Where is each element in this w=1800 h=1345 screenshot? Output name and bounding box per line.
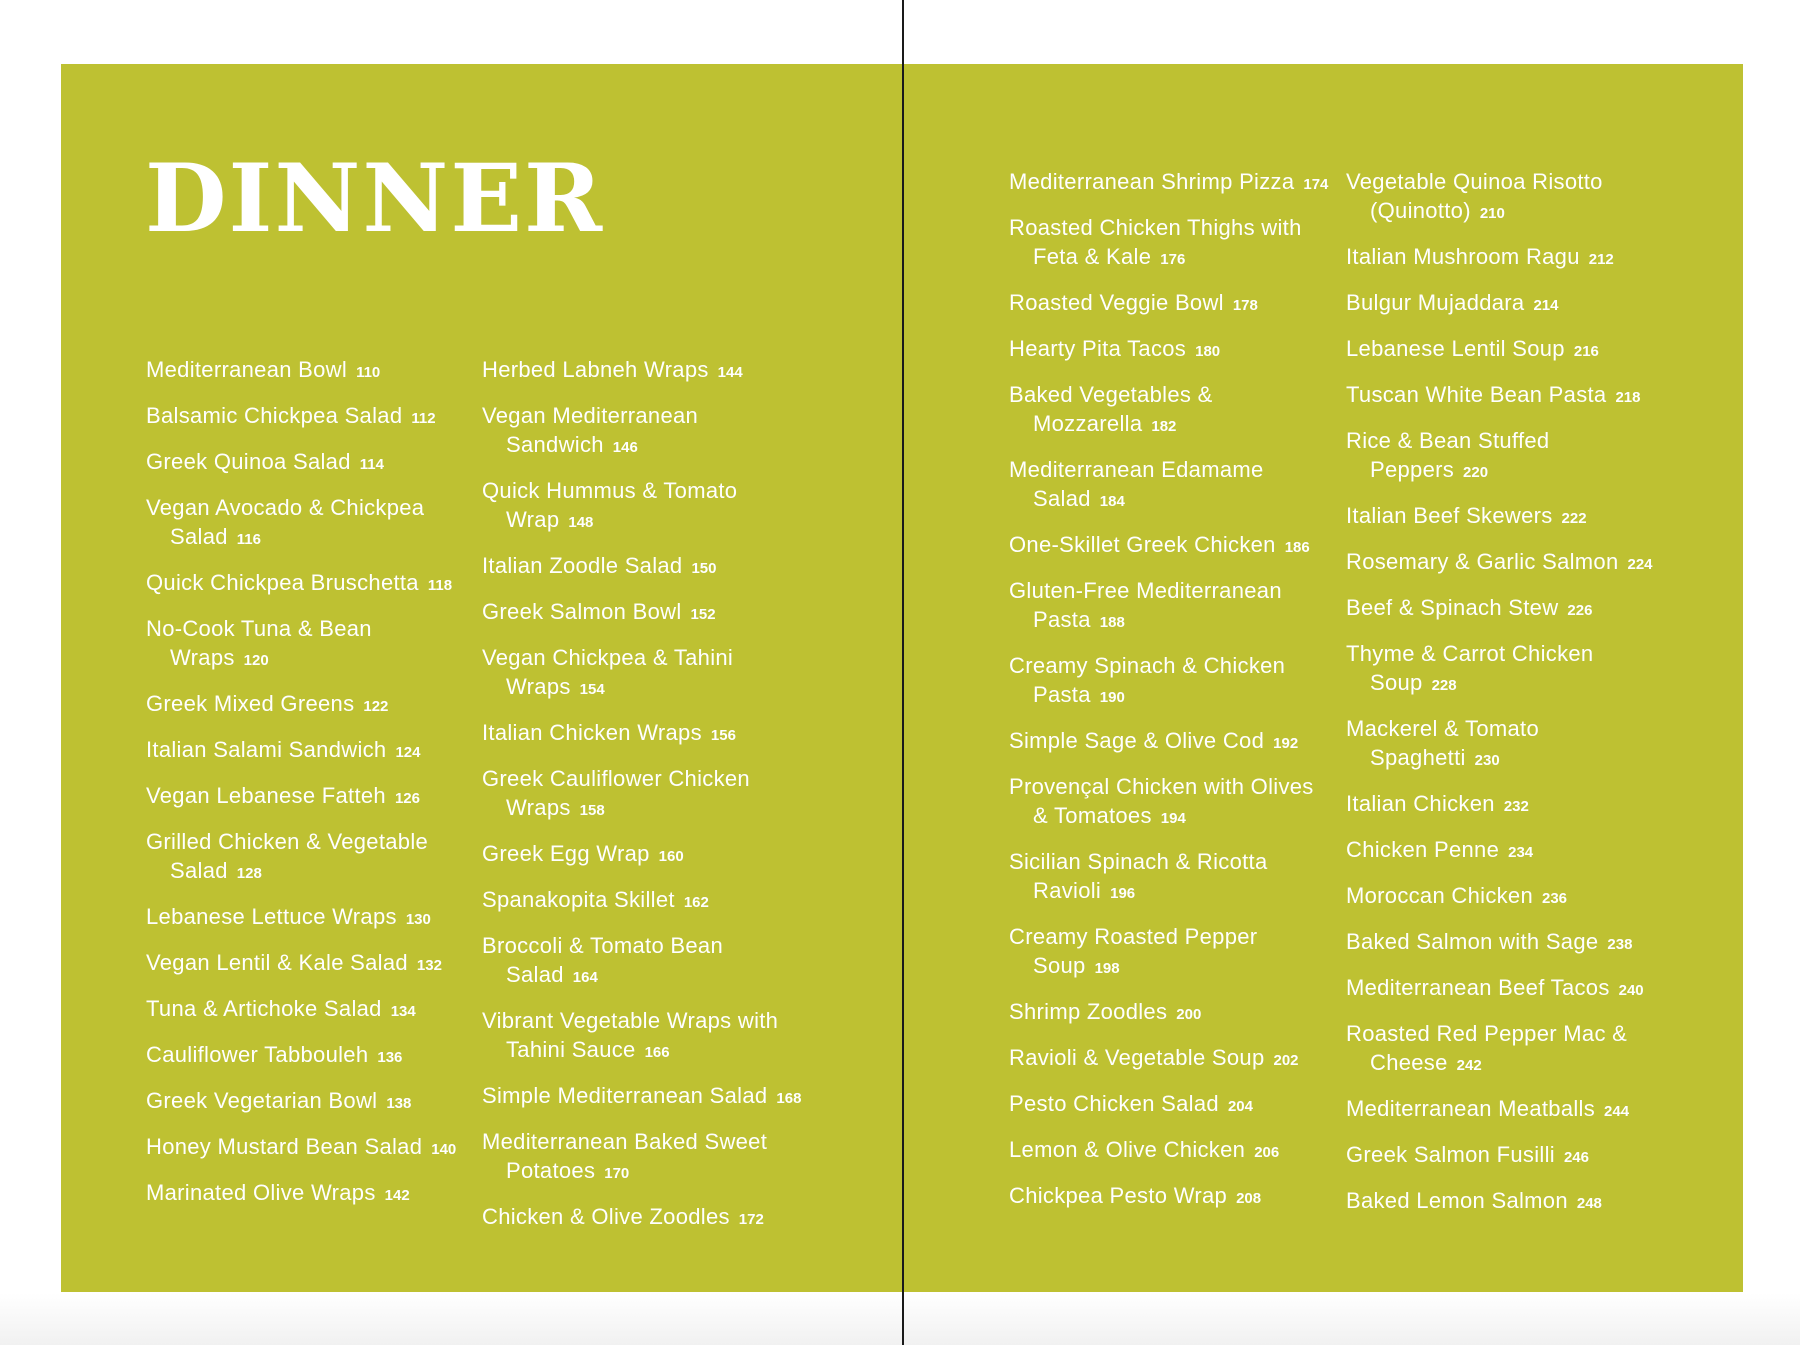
page-number: 220 <box>1463 464 1489 481</box>
page-number: 202 <box>1273 1052 1299 1069</box>
page-number: 170 <box>604 1165 630 1182</box>
recipe-name: Mediterranean Beef Tacos <box>1346 975 1610 1000</box>
recipe-name: Pesto Chicken Salad <box>1009 1091 1219 1116</box>
recipe-name: Mediterranean Bowl <box>146 357 348 382</box>
recipe-name: Simple Sage & Olive Cod <box>1009 728 1265 753</box>
page-number: 212 <box>1588 251 1614 268</box>
page-number: 226 <box>1567 602 1593 619</box>
recipe-name: Roasted Veggie Bowl <box>1009 290 1224 315</box>
recipe-entry <box>1346 380 1666 412</box>
recipe-entry <box>482 718 802 750</box>
recipe-name: Vegan Lebanese Fatteh <box>146 783 386 808</box>
recipe-name: Vegan Mediterranean Sandwich <box>482 403 699 457</box>
page-number: 184 <box>1099 493 1125 510</box>
recipe-name: Cauliflower Tabbouleh <box>146 1042 369 1067</box>
recipe-entry <box>146 781 466 813</box>
recipe-entry <box>482 401 802 462</box>
recipe-entry <box>1009 847 1329 908</box>
page-number: 118 <box>427 577 453 594</box>
page-number: 156 <box>710 727 736 744</box>
page-number: 134 <box>390 1003 416 1020</box>
page-number: 208 <box>1236 1190 1262 1207</box>
recipe-entry <box>1009 1089 1329 1121</box>
recipe-entry <box>1346 835 1666 867</box>
recipe-name: Rosemary & Garlic Salmon <box>1346 549 1619 574</box>
recipe-name: Tuna & Artichoke Salad <box>146 996 382 1021</box>
recipe-name: Vegetable Quinoa Risotto (Quinotto) <box>1346 169 1603 223</box>
recipe-entry <box>1009 1135 1329 1167</box>
recipe-entry <box>146 1040 466 1072</box>
recipe-name: No-Cook Tuna & Bean Wraps <box>146 616 372 670</box>
recipe-name: Creamy Roasted Pepper Soup <box>1009 924 1258 978</box>
recipe-name: Sicilian Spinach & Ricotta Ravioli <box>1009 849 1268 903</box>
recipe-name: Chickpea Pesto Wrap <box>1009 1183 1228 1208</box>
page-number: 110 <box>356 364 381 381</box>
recipe-entry <box>1009 213 1329 274</box>
recipe-name: Balsamic Chickpea Salad <box>146 403 403 428</box>
page-number: 188 <box>1099 614 1125 631</box>
page-number: 130 <box>405 911 431 928</box>
recipe-name: Vibrant Vegetable Wraps with Tahini Sauce <box>482 1008 779 1062</box>
recipe-name: Vegan Avocado & Chickpea Salad <box>146 495 425 549</box>
recipe-entry <box>482 476 802 537</box>
recipe-name: Herbed Labneh Wraps <box>482 357 709 382</box>
recipe-name: Greek Salmon Fusilli <box>1346 1142 1555 1167</box>
recipe-name: Hearty Pita Tacos <box>1009 336 1187 361</box>
recipe-name: Moroccan Chicken <box>1346 883 1533 908</box>
recipe-entry <box>1346 1094 1666 1126</box>
recipe-entry <box>482 355 802 387</box>
book-spine <box>902 0 904 1345</box>
recipe-name: One-Skillet Greek Chicken <box>1009 532 1276 557</box>
page-number: 232 <box>1503 798 1529 815</box>
recipe-column-2 <box>482 355 802 1248</box>
recipe-name: Broccoli & Tomato Bean Salad <box>482 933 723 987</box>
recipe-entry <box>482 1006 802 1067</box>
page-number: 122 <box>363 698 389 715</box>
page-number: 214 <box>1533 297 1559 314</box>
recipe-name: Mediterranean Baked Sweet Potatoes <box>482 1129 768 1183</box>
recipe-entry <box>146 1178 466 1210</box>
recipe-name: Lebanese Lettuce Wraps <box>146 904 397 929</box>
page-number: 132 <box>416 957 442 974</box>
page-number: 164 <box>572 969 598 986</box>
page-number: 160 <box>658 848 684 865</box>
page-number: 138 <box>386 1095 412 1112</box>
recipe-name: Honey Mustard Bean Salad <box>146 1134 423 1159</box>
page-number: 246 <box>1563 1149 1589 1166</box>
recipe-entry <box>1346 927 1666 959</box>
page-number: 174 <box>1303 176 1329 193</box>
recipe-name: Thyme & Carrot Chicken Soup <box>1346 641 1594 695</box>
recipe-name: Tuscan White Bean Pasta <box>1346 382 1607 407</box>
page-number: 236 <box>1542 890 1568 907</box>
recipe-entry <box>482 597 802 629</box>
recipe-name: Gluten-Free Mediterranean Pasta <box>1009 578 1282 632</box>
recipe-entry <box>1346 1019 1666 1080</box>
recipe-name: Mediterranean Edamame Salad <box>1009 457 1264 511</box>
recipe-name: Greek Egg Wrap <box>482 841 650 866</box>
recipe-entry <box>482 1202 802 1234</box>
page-number: 112 <box>411 410 436 427</box>
recipe-entry <box>146 1132 466 1164</box>
recipe-entry <box>1346 1140 1666 1172</box>
page-number: 178 <box>1232 297 1258 314</box>
page-number: 210 <box>1479 205 1505 222</box>
recipe-entry <box>146 1086 466 1118</box>
page-number: 148 <box>568 514 594 531</box>
recipe-entry <box>1009 651 1329 712</box>
recipe-entry <box>1009 1043 1329 1075</box>
page-number: 186 <box>1284 539 1310 556</box>
page-number: 242 <box>1456 1057 1482 1074</box>
recipe-name: Quick Chickpea Bruschetta <box>146 570 419 595</box>
recipe-name: Roasted Red Pepper Mac & Cheese <box>1346 1021 1628 1075</box>
recipe-name: Greek Vegetarian Bowl <box>146 1088 378 1113</box>
recipe-name: Grilled Chicken & Vegetable Salad <box>146 829 429 883</box>
page-number: 158 <box>579 802 605 819</box>
recipe-entry <box>1009 167 1329 199</box>
recipe-name: Marinated Olive Wraps <box>146 1180 376 1205</box>
recipe-entry <box>146 735 466 767</box>
page-number: 230 <box>1474 752 1500 769</box>
page-number: 218 <box>1615 389 1641 406</box>
recipe-name: Beef & Spinach Stew <box>1346 595 1559 620</box>
page-number: 200 <box>1176 1006 1202 1023</box>
recipe-name: Baked Vegetables & Mozzarella <box>1009 382 1213 436</box>
recipe-entry <box>482 643 802 704</box>
recipe-entry <box>146 689 466 721</box>
page-number: 136 <box>377 1049 403 1066</box>
page-number: 128 <box>236 865 262 882</box>
recipe-entry <box>482 764 802 825</box>
page-number: 196 <box>1110 885 1136 902</box>
recipe-entry <box>146 948 466 980</box>
recipe-entry <box>482 551 802 583</box>
page-number: 222 <box>1561 510 1587 527</box>
recipe-entry <box>1346 1186 1666 1218</box>
recipe-entry <box>482 885 802 917</box>
page-number: 228 <box>1431 677 1457 694</box>
recipe-name: Vegan Chickpea & Tahini Wraps <box>482 645 734 699</box>
recipe-name: Mackerel & Tomato Spaghetti <box>1346 716 1539 770</box>
page-number: 248 <box>1576 1195 1602 1212</box>
recipe-entry <box>1009 288 1329 320</box>
page-number: 190 <box>1099 689 1125 706</box>
recipe-name: Simple Mediterranean Salad <box>482 1083 768 1108</box>
page-number: 238 <box>1607 936 1633 953</box>
recipe-entry <box>1346 639 1666 700</box>
recipe-entry <box>1346 288 1666 320</box>
recipe-name: Ravioli & Vegetable Soup <box>1009 1045 1265 1070</box>
recipe-entry <box>146 447 466 479</box>
recipe-name: Italian Mushroom Ragu <box>1346 244 1580 269</box>
recipe-entry <box>1009 455 1329 516</box>
recipe-name: Greek Salmon Bowl <box>482 599 682 624</box>
page-number: 150 <box>691 560 717 577</box>
recipe-column-4 <box>1346 167 1666 1232</box>
recipe-entry <box>146 355 466 387</box>
recipe-name: Greek Cauliflower Chicken Wraps <box>482 766 750 820</box>
recipe-entry <box>482 839 802 871</box>
recipe-entry <box>1009 1181 1329 1213</box>
recipe-entry <box>146 493 466 554</box>
recipe-entry <box>146 568 466 600</box>
page-number: 152 <box>690 606 716 623</box>
page-number: 224 <box>1627 556 1653 573</box>
page-number: 244 <box>1604 1103 1630 1120</box>
recipe-entry <box>482 1081 802 1113</box>
recipe-entry <box>1346 242 1666 274</box>
page-number: 194 <box>1160 810 1186 827</box>
page-number: 146 <box>612 439 638 456</box>
recipe-entry <box>1346 973 1666 1005</box>
recipe-column-3 <box>1009 167 1329 1227</box>
page-number: 124 <box>395 744 421 761</box>
page-number: 116 <box>236 531 261 548</box>
recipe-entry <box>146 827 466 888</box>
recipe-name: Roasted Chicken Thighs with Feta & Kale <box>1009 215 1302 269</box>
recipe-name: Greek Mixed Greens <box>146 691 355 716</box>
recipe-name: Baked Lemon Salmon <box>1346 1188 1568 1213</box>
recipe-name: Baked Salmon with Sage <box>1346 929 1599 954</box>
recipe-name: Shrimp Zoodles <box>1009 999 1168 1024</box>
recipe-entry <box>1346 501 1666 533</box>
recipe-entry <box>1346 334 1666 366</box>
recipe-name: Spanakopita Skillet <box>482 887 675 912</box>
page-number: 120 <box>243 652 269 669</box>
recipe-entry <box>146 902 466 934</box>
page-number: 216 <box>1573 343 1599 360</box>
page-number: 168 <box>776 1090 802 1107</box>
page-number: 126 <box>394 790 420 807</box>
recipe-name: Lemon & Olive Chicken <box>1009 1137 1246 1162</box>
recipe-entry <box>1009 922 1329 983</box>
recipe-entry <box>1009 997 1329 1029</box>
page-number: 142 <box>384 1187 410 1204</box>
page-number: 114 <box>359 456 384 473</box>
page-number: 182 <box>1151 418 1177 435</box>
page-number: 240 <box>1618 982 1644 999</box>
recipe-name: Italian Beef Skewers <box>1346 503 1553 528</box>
recipe-name: Quick Hummus & Tomato Wrap <box>482 478 738 532</box>
page-number: 162 <box>683 894 709 911</box>
recipe-entry <box>1346 881 1666 913</box>
page-number: 204 <box>1227 1098 1253 1115</box>
recipe-entry <box>1346 714 1666 775</box>
page-number: 176 <box>1160 251 1186 268</box>
recipe-name: Italian Salami Sandwich <box>146 737 387 762</box>
recipe-name: Italian Chicken <box>1346 791 1495 816</box>
recipe-name: Creamy Spinach & Chicken Pasta <box>1009 653 1286 707</box>
recipe-name: Lebanese Lentil Soup <box>1346 336 1565 361</box>
recipe-entry <box>482 1127 802 1188</box>
page-number: 206 <box>1254 1144 1280 1161</box>
section-title: DINNER <box>145 144 605 254</box>
recipe-entry <box>1346 789 1666 821</box>
recipe-entry <box>1346 547 1666 579</box>
recipe-entry <box>146 614 466 675</box>
page-number: 140 <box>431 1141 457 1158</box>
recipe-name: Mediterranean Shrimp Pizza <box>1009 169 1295 194</box>
page-number: 144 <box>717 364 743 381</box>
recipe-name: Italian Zoodle Salad <box>482 553 683 578</box>
page-number: 180 <box>1195 343 1221 360</box>
recipe-name: Bulgur Mujaddara <box>1346 290 1525 315</box>
page-number: 154 <box>579 681 605 698</box>
recipe-name: Greek Quinoa Salad <box>146 449 351 474</box>
page-number: 172 <box>738 1211 764 1228</box>
recipe-entry <box>1009 530 1329 562</box>
recipe-entry <box>482 931 802 992</box>
recipe-name: Chicken Penne <box>1346 837 1500 862</box>
recipe-name: Mediterranean Meatballs <box>1346 1096 1596 1121</box>
recipe-entry <box>146 401 466 433</box>
recipe-entry <box>146 994 466 1026</box>
recipe-name: Vegan Lentil & Kale Salad <box>146 950 408 975</box>
recipe-entry <box>1009 334 1329 366</box>
recipe-name: Provençal Chicken with Olives & Tomatoes <box>1009 774 1314 828</box>
page-number: 234 <box>1508 844 1534 861</box>
recipe-entry <box>1009 576 1329 637</box>
recipe-entry <box>1009 380 1329 441</box>
recipe-entry <box>1009 726 1329 758</box>
page-number: 166 <box>644 1044 670 1061</box>
recipe-entry <box>1346 167 1666 228</box>
recipe-entry <box>1346 426 1666 487</box>
recipe-column-1 <box>146 355 466 1224</box>
recipe-entry <box>1346 593 1666 625</box>
recipe-name: Rice & Bean Stuffed Peppers <box>1346 428 1550 482</box>
page-bottom-shadow <box>0 1293 1800 1345</box>
page-number: 192 <box>1273 735 1299 752</box>
recipe-name: Italian Chicken Wraps <box>482 720 702 745</box>
recipe-entry <box>1009 772 1329 833</box>
page-number: 198 <box>1094 960 1120 977</box>
recipe-name: Chicken & Olive Zoodles <box>482 1204 730 1229</box>
